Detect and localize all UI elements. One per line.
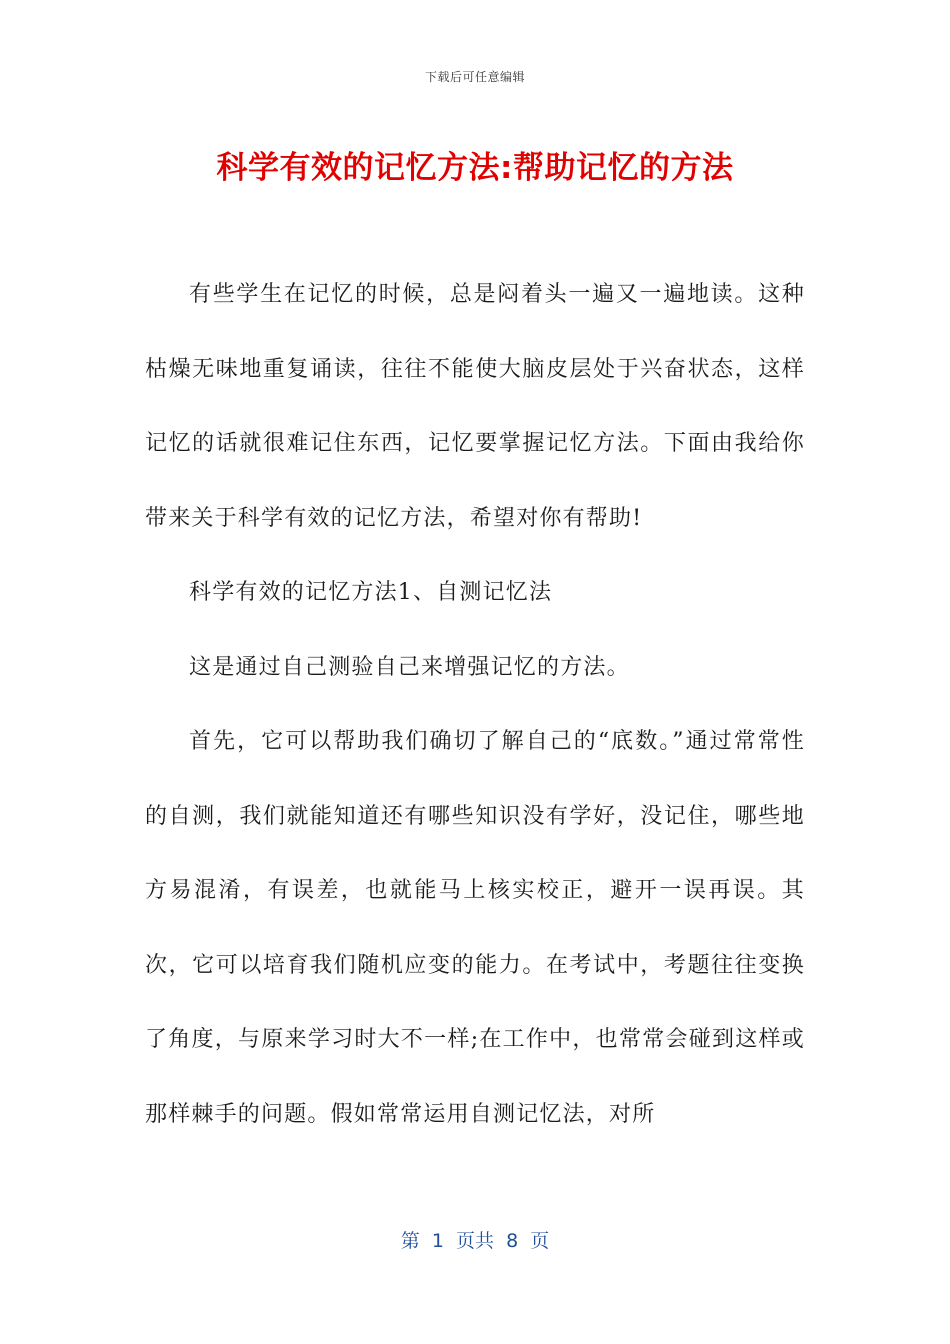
paragraph-definition: 这是通过自己测验自己来增强记忆的方法。 — [189, 654, 630, 680]
header-note: 下载后可任意编辑 — [424, 70, 525, 84]
document-body — [145, 258, 805, 1152]
page-number-footer: 第 1 页共 8 页 — [400, 1230, 550, 1252]
paragraph-section-heading: 科学有效的记忆方法1、自测记忆法 — [189, 580, 553, 605]
paragraph-explanation: 首先，它可以帮助我们确切了解自己的“底数。”通过常常性的自测，我们就能知道还有哪些知识没有学好，没记住，哪些地方易混淆，有误差，也就能马上核实校正，避开一误再误。其次，它可以培育我们随机应变的能力。在考试中，考题往往变换了角度，与原来学习时大不一样;在工作中，也常常会碰到这样或那样棘手的问题。假如常常运用自测记忆法，对所 — [145, 729, 805, 1127]
paragraph-intro: 有些学生在记忆的时候，总是闷着头一遍又一遍地读。这种枯燥无味地重复诵读，往往不能使大脑皮层处于兴奋状态，这样记忆的话就很难记住东西，记忆要掌握记忆方法。下面由我给你带来关于科学有效的记忆方法，希望对你有帮助! — [145, 282, 805, 531]
document-title: 科学有效的记忆方法:帮助记忆的方法 — [216, 150, 734, 186]
